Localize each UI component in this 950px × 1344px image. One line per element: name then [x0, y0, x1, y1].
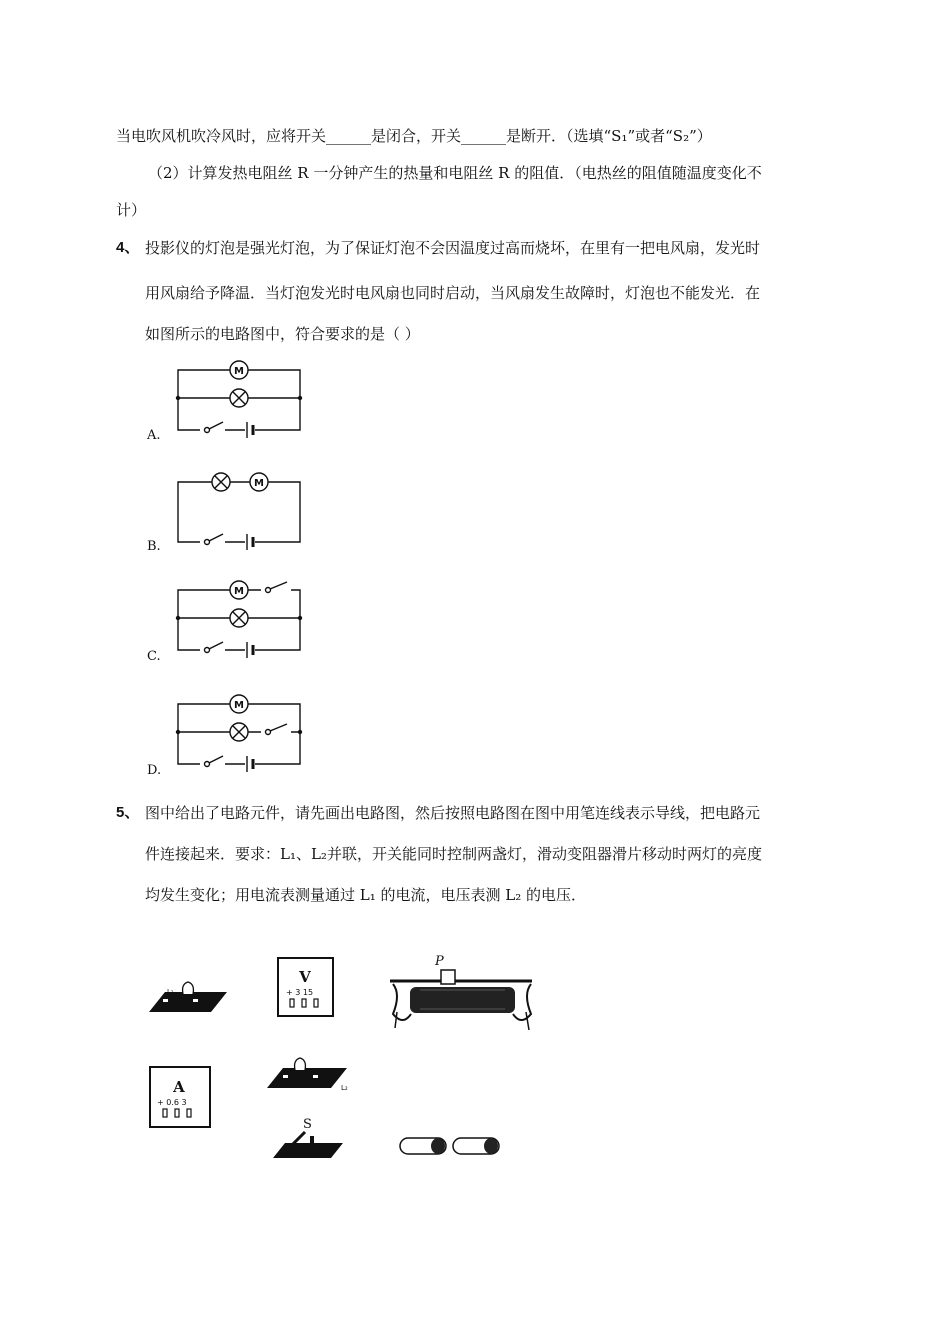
ammeter-symbol: A	[173, 1078, 185, 1096]
q4-line3: 如图所示的电路图中，符合要求的是（ ）	[145, 325, 420, 343]
q5-number: 5、	[116, 804, 140, 821]
circuit-d-diagram	[175, 694, 305, 769]
q4-number: 4、	[116, 239, 140, 256]
q5-line3: 均发生变化；用电流表测量通过 L₁ 的电流，电压表测 L₂ 的电压．	[145, 886, 587, 904]
lamp-l2-label: L₂	[341, 1084, 348, 1092]
circuit-c-diagram	[175, 580, 305, 655]
rheostat-label: P	[435, 954, 444, 969]
lamp-l1-board	[149, 982, 227, 1012]
lamp-l1-label: L₁	[167, 988, 174, 996]
option-a-label: A.	[147, 428, 161, 443]
motor-symbol-d: M	[234, 700, 244, 711]
q4-line2: 用风扇给予降温．当灯泡发光时电风扇也同时启动，当风扇发生故障时，灯泡也不能发光．在	[145, 284, 761, 302]
q5-line2: 件连接起来．要求：L₁、L₂并联，开关能同时控制两盏灯，滑动变阻器滑片移动时两灯的亮度	[145, 845, 762, 863]
q3-line2: （2）计算发热电阻丝 R 一分钟产生的热量和电阻丝 R 的阻值．（电热丝的阻值随温度变化不	[148, 164, 762, 182]
voltmeter	[278, 958, 333, 1016]
option-d-label: D.	[147, 763, 162, 778]
q3-line3: 计）	[116, 201, 147, 219]
switch-s	[273, 1117, 343, 1158]
motor-symbol-c: M	[234, 586, 244, 597]
circuit-b-diagram	[175, 472, 305, 547]
q3-line1: 当电吹风机吹冷风时，应将开关______是闭合，开关______是断开．（选填“S₁”或者“S₂”）	[116, 127, 712, 145]
motor-symbol-a: M	[234, 366, 244, 377]
voltmeter-symbol: V	[299, 968, 311, 986]
components-figure	[145, 950, 565, 1180]
ammeter-terminals: + 0.6 3	[157, 1098, 187, 1107]
option-b-label: B.	[147, 539, 161, 554]
circuit-a-diagram	[175, 360, 305, 435]
ammeter	[150, 1067, 210, 1127]
motor-symbol-b: M	[254, 478, 264, 489]
lamp-l2-board	[267, 1058, 348, 1092]
voltmeter-terminals: + 3 15	[286, 988, 314, 997]
q5-line1: 图中给出了电路元件，请先画出电路图，然后按照电路图在图中用笔连线表示导线，把电路元	[145, 804, 761, 822]
option-c-label: C.	[147, 649, 161, 664]
battery-cells	[400, 1138, 499, 1154]
q4-line1: 投影仪的灯泡是强光灯泡，为了保证灯泡不会因温度过高而烧坏，在里有一把电风扇，发光时	[145, 239, 761, 257]
switch-label: S	[303, 1117, 312, 1132]
sliding-rheostat	[390, 954, 532, 1030]
